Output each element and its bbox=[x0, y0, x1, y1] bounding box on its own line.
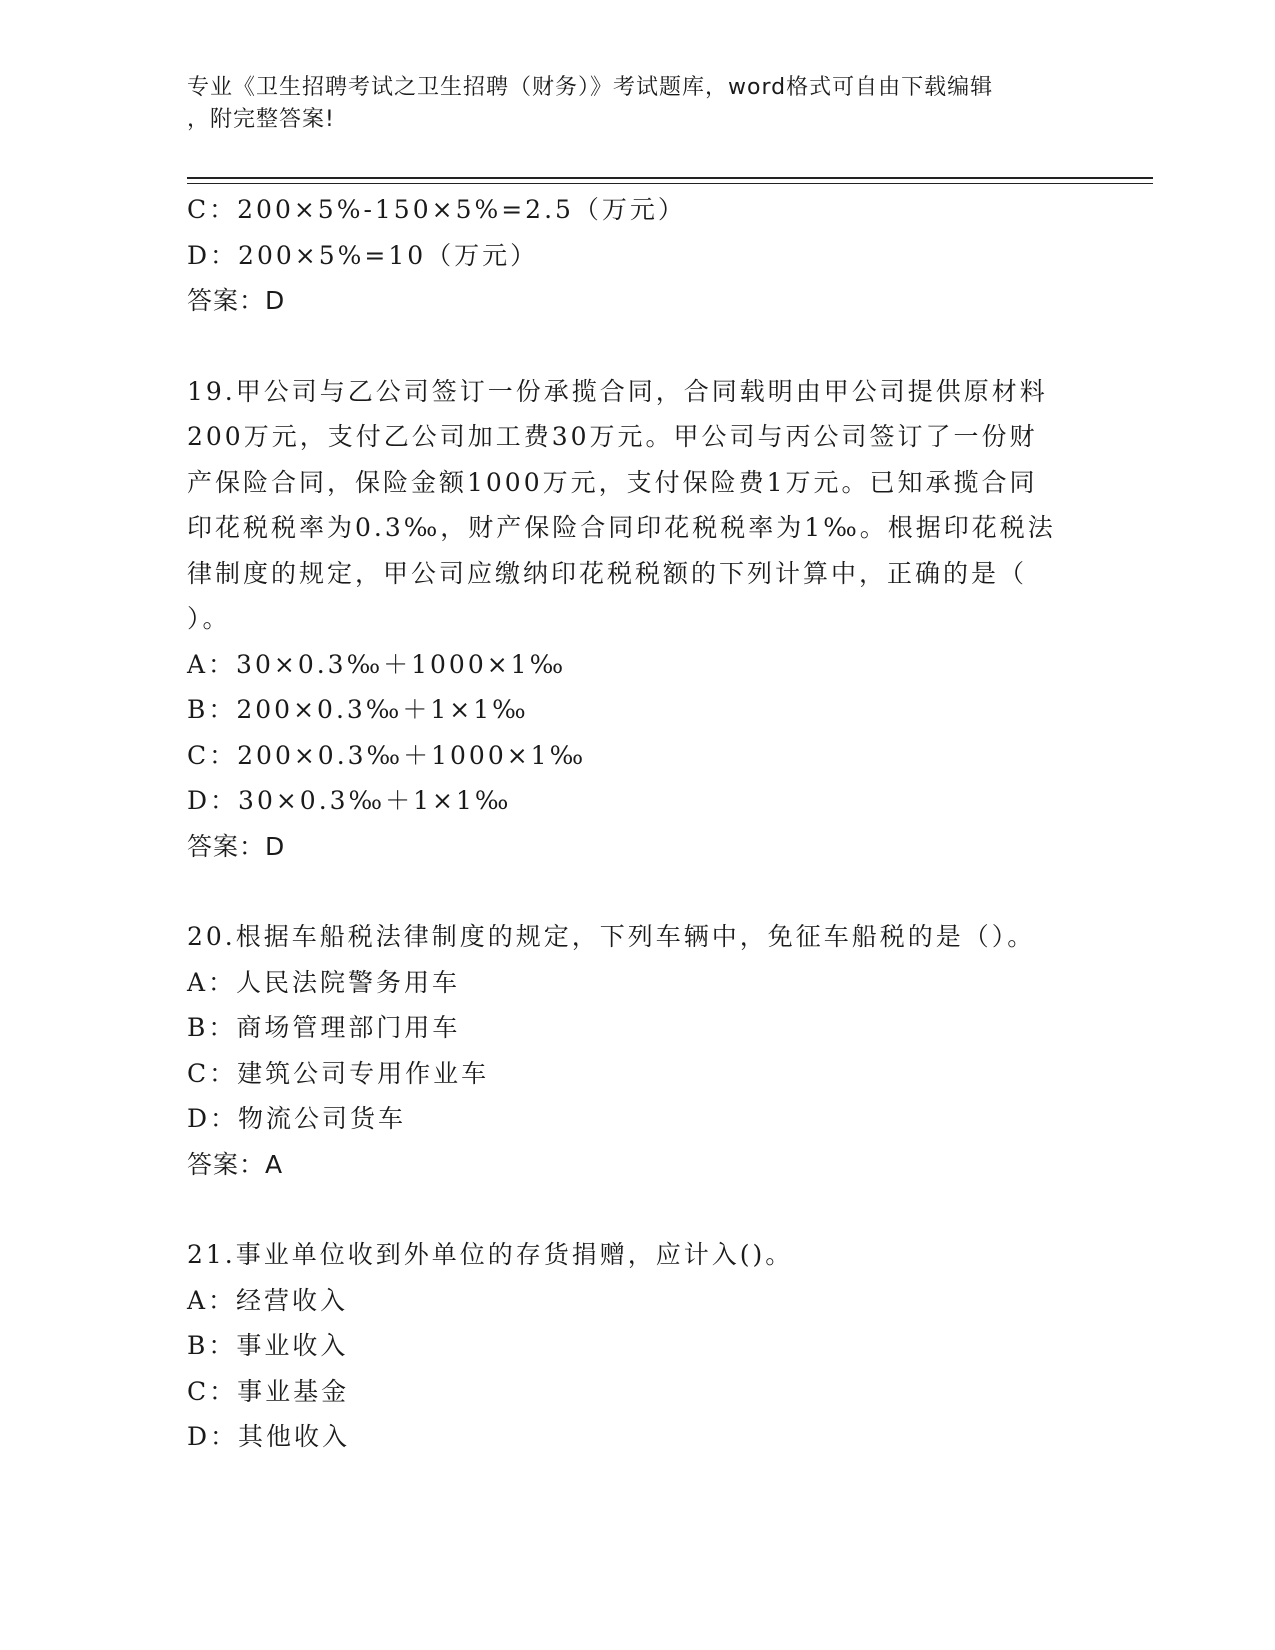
question-19-option-d: D：30×0.3‰＋1×1‰ bbox=[187, 786, 512, 815]
question-20-stem: 20.根据车船税法律制度的规定，下列车辆中，免征车船税的是（）。 bbox=[187, 922, 1036, 951]
question-19-option-a: A：30×0.3‰＋1000×1‰ bbox=[187, 649, 567, 679]
question-21-option-a: A：经营收入 bbox=[187, 1285, 349, 1315]
question-19-stem-line: 19.甲公司与乙公司签订一份承揽合同，合同载明由甲公司提供原材料 bbox=[187, 376, 1048, 406]
spacer bbox=[187, 869, 1067, 914]
question-21-stem: 21.事业单位收到外单位的存货捐赠，应计入()。 bbox=[187, 1240, 794, 1269]
header-title-line-2: ，附完整答案! bbox=[187, 107, 335, 132]
question-19-stem-line: 200万元，支付乙公司加工费30万元。甲公司与丙公司签订了一份财 bbox=[187, 422, 1038, 451]
question-19-option-b: B：200×0.3‰＋1×1‰ bbox=[187, 695, 529, 724]
spacer bbox=[187, 324, 1067, 369]
header-divider-thin bbox=[187, 183, 1153, 184]
header-title-line-1: 专业《卫生招聘考试之卫生招聘（财务）》考试题库，word格式可自由下载编辑 bbox=[187, 75, 994, 100]
question-20-option-d: D：物流公司货车 bbox=[187, 1104, 407, 1133]
spacer bbox=[187, 1187, 1067, 1232]
question-20-option-a: A：人民法院警务用车 bbox=[187, 967, 461, 997]
question-18-option-c: C：200×5%-150×5%=2.5（万元） bbox=[187, 195, 686, 224]
header-divider-thick bbox=[187, 177, 1153, 179]
question-18 bbox=[187, 187, 1067, 324]
question-19-option-c: C：200×0.3‰＋1000×1‰ bbox=[187, 740, 587, 770]
question-19-stem-line: ）。 bbox=[187, 604, 231, 633]
question-content bbox=[187, 187, 1067, 1460]
question-21 bbox=[187, 1232, 1067, 1460]
question-18-option-d: D：200×5%=10（万元） bbox=[187, 240, 539, 270]
question-20-answer: 答案：A bbox=[187, 1149, 284, 1179]
question-19-stem-line: 产保险合同，保险金额1000万元，支付保险费1万元。已知承揽合同 bbox=[187, 467, 1038, 497]
question-19-answer: 答案：D bbox=[187, 831, 286, 861]
question-20-option-c: C：建筑公司专用作业车 bbox=[187, 1058, 490, 1088]
question-21-option-d: D：其他收入 bbox=[187, 1422, 351, 1451]
question-19-stem-line: 律制度的规定，甲公司应缴纳印花税税额的下列计算中，正确的是（ bbox=[187, 558, 1028, 588]
question-19 bbox=[187, 369, 1067, 870]
question-19-stem-line: 印花税税率为0.3‰，财产保险合同印花税税率为1‰。根据印花税法 bbox=[187, 513, 1056, 542]
question-20-option-b: B：商场管理部门用车 bbox=[187, 1013, 461, 1042]
question-21-option-b: B：事业收入 bbox=[187, 1331, 349, 1360]
question-21-option-c: C：事业基金 bbox=[187, 1376, 350, 1406]
question-18-answer: 答案：D bbox=[187, 286, 286, 315]
question-20 bbox=[187, 914, 1067, 1187]
document-header bbox=[187, 72, 1067, 136]
